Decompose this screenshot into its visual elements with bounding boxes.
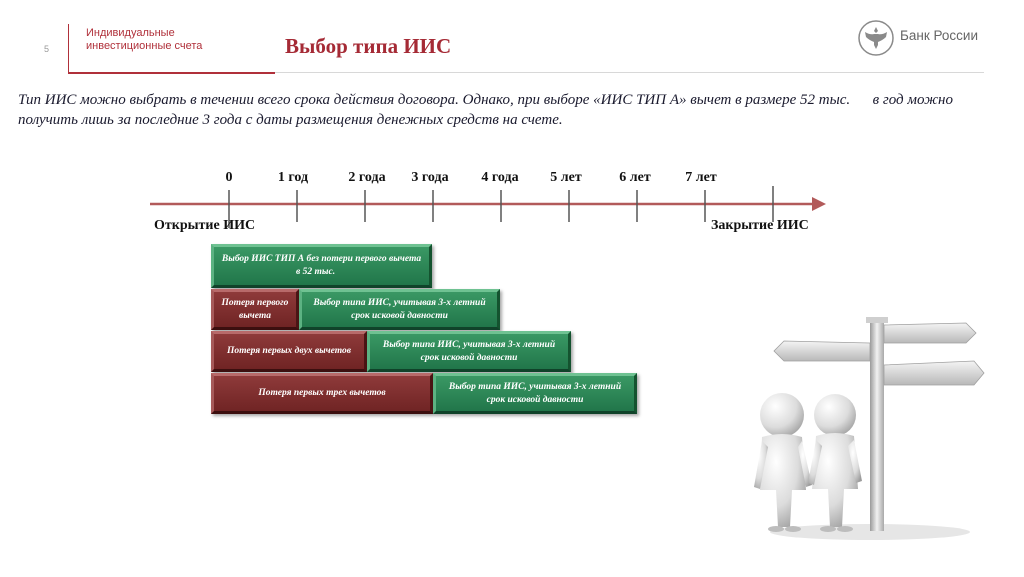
tick-label-1: 1 год: [277, 170, 309, 185]
page-title: Выбор типа ИИС: [285, 34, 452, 58]
tick-label-5: 5 лет: [550, 170, 582, 185]
bank-name: Банк России: [900, 28, 978, 43]
block-row3-green: Выбор типа ИИС, учитывая 3-х летний срок исковой давности: [367, 331, 571, 372]
block-row4-red: Потеря первых трех вычетов: [211, 373, 433, 414]
tick-label-4: 4 года: [481, 170, 519, 185]
block-row2-green: Выбор типа ИИС, учитывая 3-х летний срок исковой давности: [299, 289, 500, 330]
section-title-line1: Индивидуальные: [86, 27, 175, 39]
tick-label-7: 7 лет: [685, 170, 717, 185]
intro-text: Тип ИИС можно выбрать в течении всего срока действия договора. Однако, при выборе «ИИС ТИП А» вычет в размере 52 тыс. в год можно получить лишь за последние 3 года с даты размещения денежных средств на счете.: [18, 92, 953, 128]
block-row4-green: Выбор типа ИИС, учитывая 3-х летний срок исковой давности: [433, 373, 637, 414]
signpost-figures-illustration: [740, 305, 990, 555]
block-row3-red: Потеря первых двух вычетов: [211, 331, 367, 372]
section-title-line2: инвестиционные счета: [86, 40, 203, 52]
tick-label-6: 6 лет: [619, 170, 651, 185]
block-row2-red: Потеря первого вычета: [211, 289, 299, 330]
tick-label-0: 0: [225, 170, 233, 185]
tick-label-3: 3 года: [411, 170, 449, 185]
timeline-arrowhead: [812, 197, 826, 211]
start-label: Открытие ИИС: [154, 218, 256, 233]
tick-label-2: 2 года: [348, 170, 386, 185]
page-number: 5: [44, 44, 50, 54]
end-label: Закрытие ИИС: [711, 218, 809, 233]
block-row1-green: Выбор ИИС ТИП А без потери первого вычета в 52 тыс.: [211, 244, 432, 288]
